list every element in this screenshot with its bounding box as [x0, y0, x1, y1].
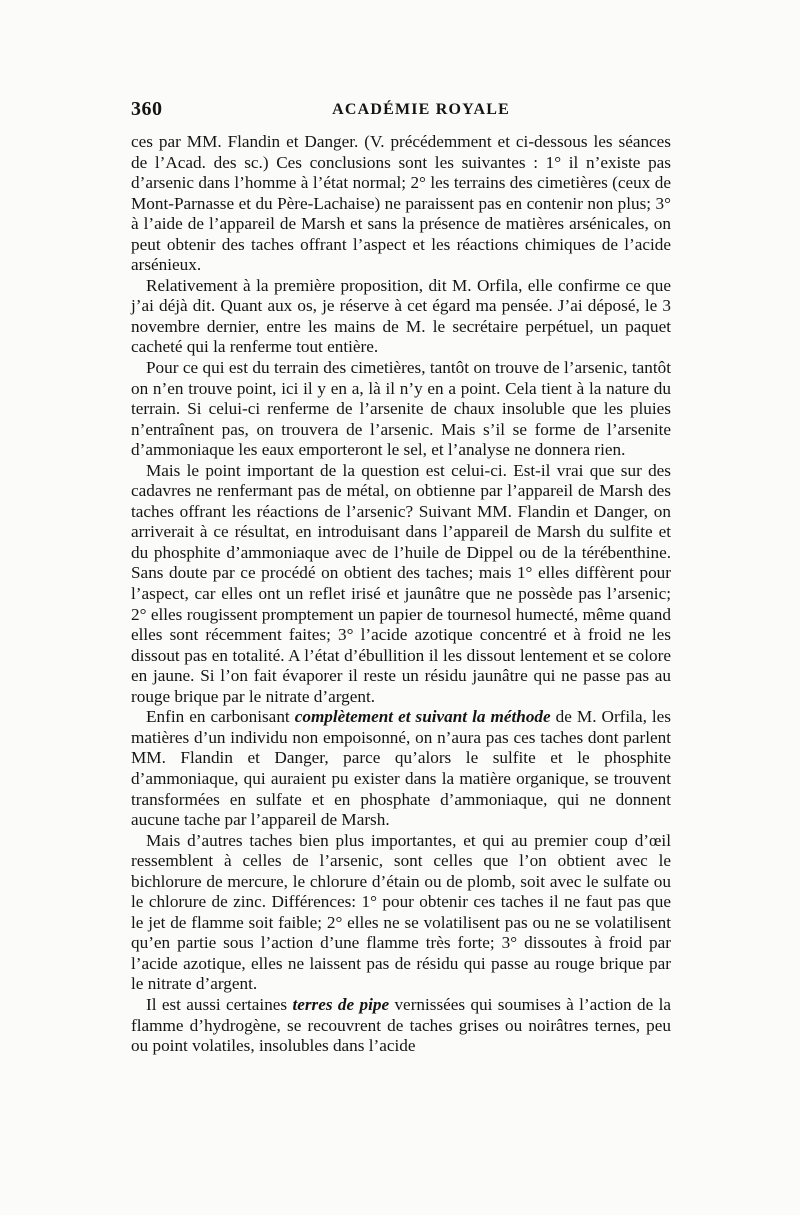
body-text	[131, 132, 671, 1057]
paragraph-4: Mais le point important de la question est celui-ci. Est-il vrai que sur des cadavres ne renfermant pas de métal, on obtienne par l’appareil de Marsh des taches offrant les réactions de l’arsenic? Suivant MM. Flandin et Danger, on arriverait à ce résultat, en introduisant dans l’appareil de Marsh du sulfite et du phosphite d’ammoniaque avec de l’huile de Dippel ou de la térébenthine. Sans doute par ce procédé on obtient des taches; mais 1° elles diffèrent pour l’aspect, car elles ont un reflet irisé et jaunâtre que ne possède pas l’arsenic; 2° elles rougissent promptement un papier de tournesol humecté, même quand elles sont récemment faites; 3° l’acide azotique concentré et à froid ne les dissout pas en totalité. A l’état d’ébullition il les dissout lentement et se colore en jaune. Si l’on fait évaporer il reste un résidu jaunâtre qui ne passe pas au rouge brique par le nitrate d’argent.	[131, 460, 671, 706]
paragraph-3: Pour ce qui est du terrain des cimetières, tantôt on trouve de l’arsenic, tantôt on n’en trouve point, ici il y en a, là il n’y en a point. Cela tient à la nature du terrain. Si celui-ci renferme de l’arsenite de chaux insoluble que les pluies n’entraînent pas, on trouvera de l’arsenic. Mais s’il se forme de l’arsenite d’ammoniaque les eaux emporteront le sel, et l’analyse ne donnera rien.	[131, 358, 671, 460]
page-number: 360	[131, 98, 163, 120]
paragraph-7-rest: vernissées qui soumises à l’action de la flamme d’hydrogène, se recouvrent de taches grises ou noirâtres ternes, peu ou point volatiles, insolubles dans l’acide	[131, 994, 671, 1056]
paragraph-5	[131, 707, 671, 830]
paragraph-6: Mais d’autres taches bien plus importantes, et qui au premier coup d’œil ressemblent à celles de l’arsenic, sont celles que l’on obtient avec le bichlorure de mercure, le chlorure d’étain ou de plomb, soit avec le sulfate ou le chlorure de zinc. Différences: 1° pour obtenir ces taches il ne faut pas que le jet de flamme soit faible; 2° elles ne se volatilisent pas ou ne se volatilisent qu’en partie sous l’action d’une flamme très forte; 3° dissoutes à froid par l’acide azotique, elles ne laissent pas de résidu qui passe au rouge brique par le nitrate d’argent.	[131, 830, 671, 994]
paragraph-1: ces par MM. Flandin et Danger. (V. précédemment et ci-dessous les séances de l’Acad. des sc.) Ces conclusions sont les suivantes : 1° il n’existe pas d’arsenic dans l’homme à l’état normal; 2° les terrains des cimetières (ceux de Mont-Parnasse et du Père-Lachaise) ne paraissent pas en contenir non plus; 3° à l’aide de l’appareil de Marsh et sans la présence de matières arsénicales, on peut obtenir des taches offrant l’aspect et les réactions chimiques de l’acide arsénieux.	[131, 132, 671, 275]
page-header	[131, 98, 671, 122]
paragraph-2: Relativement à la première proposition, dit M. Orfila, elle confirme ce que j’ai déjà dit. Quant aux os, je réserve à cet égard ma pensée. J’ai déposé, le 3 novembre dernier, entre les mains de M. le secrétaire perpétuel, un paquet cacheté qui la renferme tout entière.	[131, 275, 671, 357]
paragraph-7-lead: Il est aussi certaines	[146, 994, 293, 1014]
running-title: ACADÉMIE ROYALE	[332, 101, 510, 118]
paragraph-5-lead: Enfin en carbonisant	[146, 707, 295, 727]
paragraph-7	[131, 995, 671, 1057]
paragraph-5-emphasis: complètement et suivant la méthode	[294, 707, 551, 727]
paragraph-7-emphasis: terres de pipe	[292, 994, 390, 1014]
paragraph-5-rest: de M. Orfila, les matières d’un individu non empoisonné, on n’aura pas ces taches dont parlent MM. Flandin et Danger, parce qu’alors le sulfite et le phosphite d’ammoniaque, qui auraient pu exister dans la matière organique, se trouvent transformées en sulfate et en phosphate d’ammoniaque, qui ne donnent aucune tache par l’appareil de Marsh.	[131, 707, 671, 830]
